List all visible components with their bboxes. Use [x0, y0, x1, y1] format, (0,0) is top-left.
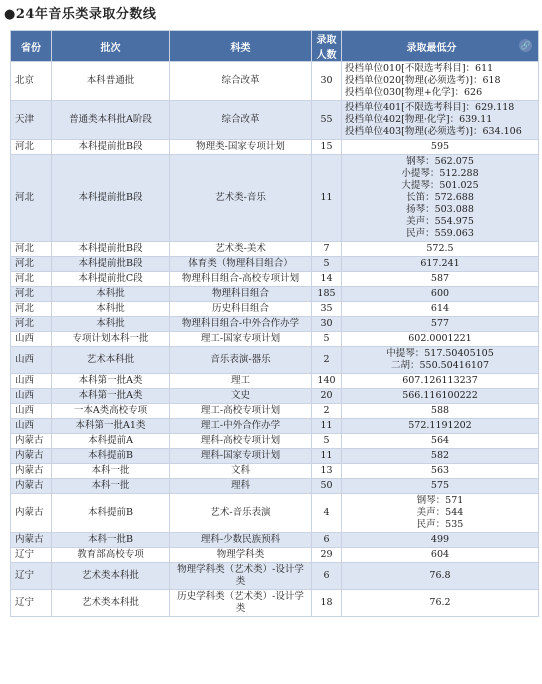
score-cell	[342, 449, 539, 464]
score-cell	[342, 140, 539, 155]
count-cell: 7	[312, 242, 342, 257]
province-cell: 辽宁	[11, 590, 52, 617]
score-cell	[342, 155, 539, 242]
batch-cell: 本科提前批C段	[52, 272, 170, 287]
province-cell: 天津	[11, 101, 52, 140]
table-row	[11, 374, 539, 389]
batch-cell: 本科提前批B段	[52, 242, 170, 257]
score-cell	[342, 272, 539, 287]
score-cell	[342, 563, 539, 590]
score-line: 钢琴：571	[416, 495, 464, 506]
score-line: 美声：554.975	[406, 216, 474, 227]
subject-cell: 物理学科类	[170, 548, 312, 563]
subject-cell: 文史	[170, 389, 312, 404]
table-body	[11, 62, 539, 617]
score-line: 566.116100222	[402, 390, 478, 401]
score-cell	[342, 287, 539, 302]
subject-cell: 物理科目组合	[170, 287, 312, 302]
score-cell	[342, 494, 539, 533]
province-cell: 内蒙古	[11, 479, 52, 494]
score-line: 575	[430, 480, 450, 491]
batch-cell: 本科提前B	[52, 449, 170, 464]
score-line: 投档单位401[不限选考科目]：629.118	[345, 102, 515, 113]
province-cell: 内蒙古	[11, 449, 52, 464]
score-line: 小提琴：512.288	[401, 168, 479, 179]
score-line: 614	[430, 303, 450, 314]
header-score-label: 录取最低分	[406, 42, 457, 54]
batch-cell: 本科提前批B段	[52, 140, 170, 155]
subject-cell: 音乐表演-器乐	[170, 347, 312, 374]
batch-cell: 艺术类本科批	[52, 590, 170, 617]
header-score	[342, 31, 539, 62]
province-cell: 北京	[11, 62, 52, 101]
table-row	[11, 590, 539, 617]
batch-cell: 本科提前A	[52, 434, 170, 449]
table-row	[11, 272, 539, 287]
score-line: 美声：544	[416, 507, 464, 518]
score-line: 563	[430, 465, 450, 476]
score-line: 564	[430, 435, 450, 446]
subject-cell: 艺术-音乐表演	[170, 494, 312, 533]
score-cell	[342, 479, 539, 494]
table-row	[11, 548, 539, 563]
province-cell: 辽宁	[11, 548, 52, 563]
table-row	[11, 101, 539, 140]
count-cell: 4	[312, 494, 342, 533]
province-cell: 河北	[11, 257, 52, 272]
score-line: 投档单位030[物理+化学]：626	[345, 87, 483, 98]
subject-cell: 理科	[170, 479, 312, 494]
subject-cell: 理科-国家专项计划	[170, 449, 312, 464]
score-cell	[342, 317, 539, 332]
batch-cell: 一本A类高校专项	[52, 404, 170, 419]
subject-cell: 理科-少数民族预科	[170, 533, 312, 548]
province-cell: 山西	[11, 389, 52, 404]
table-row	[11, 464, 539, 479]
count-cell: 18	[312, 590, 342, 617]
table-row	[11, 389, 539, 404]
subject-cell: 综合改革	[170, 62, 312, 101]
table-row	[11, 347, 539, 374]
score-cell	[342, 533, 539, 548]
batch-cell: 本科第一批A类	[52, 389, 170, 404]
subject-cell: 历史科目组合	[170, 302, 312, 317]
score-line: 572.1191202	[408, 420, 472, 431]
score-cell	[342, 257, 539, 272]
province-cell: 山西	[11, 404, 52, 419]
batch-cell: 本科批	[52, 317, 170, 332]
score-cell	[342, 590, 539, 617]
header-count: 录取人数	[312, 31, 342, 62]
table-row	[11, 533, 539, 548]
subject-cell: 理工	[170, 374, 312, 389]
count-cell: 11	[312, 155, 342, 242]
subject-cell: 艺术类-美术	[170, 242, 312, 257]
score-cell	[342, 332, 539, 347]
subject-cell: 综合改革	[170, 101, 312, 140]
province-cell: 山西	[11, 347, 52, 374]
score-line: 民声：535	[416, 519, 464, 530]
subject-cell: 文科	[170, 464, 312, 479]
batch-cell: 本科批	[52, 287, 170, 302]
batch-cell: 本科第一批A类	[52, 374, 170, 389]
score-cell	[342, 434, 539, 449]
province-cell: 内蒙古	[11, 533, 52, 548]
count-cell: 5	[312, 257, 342, 272]
score-line: 民声：559.063	[406, 228, 474, 239]
count-cell: 185	[312, 287, 342, 302]
score-line: 二胡：550.50416107	[390, 360, 489, 371]
table-row	[11, 287, 539, 302]
province-cell: 河北	[11, 140, 52, 155]
score-line: 投档单位020[物理(必须选考)]：618	[345, 75, 501, 86]
score-line: 588	[430, 405, 450, 416]
table-row	[11, 302, 539, 317]
score-cell	[342, 419, 539, 434]
score-line: 扬琴：503.088	[406, 204, 474, 215]
subject-cell: 物理科目组合-中外合作办学	[170, 317, 312, 332]
score-line: 钢琴：562.075	[406, 156, 474, 167]
count-cell: 55	[312, 101, 342, 140]
subject-cell: 理工-高校专项计划	[170, 404, 312, 419]
count-cell: 30	[312, 62, 342, 101]
score-line: 577	[430, 318, 450, 329]
count-cell: 29	[312, 548, 342, 563]
score-line: 76.8	[429, 570, 451, 581]
table-header-row	[11, 31, 539, 62]
province-cell: 内蒙古	[11, 464, 52, 479]
subject-cell: 艺术类-音乐	[170, 155, 312, 242]
subject-cell: 体育类（物理科目组合）	[170, 257, 312, 272]
score-line: 499	[430, 534, 450, 545]
count-cell: 5	[312, 332, 342, 347]
count-cell: 140	[312, 374, 342, 389]
score-cell	[342, 302, 539, 317]
batch-cell: 本科第一批A1类	[52, 419, 170, 434]
score-cell	[342, 101, 539, 140]
score-line: 中提琴：517.50405105	[386, 348, 494, 359]
score-line: 大提琴：501.025	[401, 180, 479, 191]
province-cell: 内蒙古	[11, 434, 52, 449]
score-line: 投档单位402[物理·化学]：639.11	[345, 114, 493, 125]
count-cell: 6	[312, 563, 342, 590]
count-cell: 11	[312, 419, 342, 434]
table-row	[11, 404, 539, 419]
score-line: 607.126113237	[402, 375, 478, 386]
score-line: 595	[430, 141, 450, 152]
subject-cell: 物理类-国家专项计划	[170, 140, 312, 155]
table-row	[11, 449, 539, 464]
count-cell: 13	[312, 464, 342, 479]
subject-cell: 物理学科类（艺术类）-设计学类	[170, 563, 312, 590]
header-subject: 科类	[170, 31, 312, 62]
province-cell: 辽宁	[11, 563, 52, 590]
table-row	[11, 563, 539, 590]
score-cell	[342, 404, 539, 419]
count-cell: 11	[312, 449, 342, 464]
admission-score-table	[10, 30, 539, 617]
link-icon[interactable]: 🔗	[520, 39, 531, 50]
province-cell: 河北	[11, 287, 52, 302]
score-line: 600	[430, 288, 450, 299]
table-row	[11, 62, 539, 101]
score-line: 长笛：572.688	[406, 192, 474, 203]
score-cell	[342, 464, 539, 479]
table-row	[11, 479, 539, 494]
batch-cell: 本科普通批	[52, 62, 170, 101]
count-cell: 2	[312, 404, 342, 419]
score-cell	[342, 548, 539, 563]
province-cell: 河北	[11, 155, 52, 242]
count-cell: 50	[312, 479, 342, 494]
table-row	[11, 494, 539, 533]
batch-cell: 本科提前B	[52, 494, 170, 533]
count-cell: 35	[312, 302, 342, 317]
province-cell: 山西	[11, 332, 52, 347]
score-line: 587	[430, 273, 450, 284]
score-cell	[342, 62, 539, 101]
table-row	[11, 434, 539, 449]
count-cell: 30	[312, 317, 342, 332]
table-row	[11, 242, 539, 257]
table-row	[11, 332, 539, 347]
province-cell: 内蒙古	[11, 494, 52, 533]
score-line: 572.5	[426, 243, 454, 254]
score-cell	[342, 242, 539, 257]
subject-cell: 理科-高校专项计划	[170, 434, 312, 449]
province-cell: 山西	[11, 374, 52, 389]
province-cell: 河北	[11, 242, 52, 257]
header-province: 省份	[11, 31, 52, 62]
count-cell: 5	[312, 434, 342, 449]
score-line: 582	[430, 450, 450, 461]
batch-cell: 本科批	[52, 302, 170, 317]
page-title: ●24年音乐类录取分数线	[4, 7, 157, 22]
score-cell	[342, 347, 539, 374]
batch-cell: 本科一批	[52, 479, 170, 494]
subject-cell: 理工-中外合作办学	[170, 419, 312, 434]
count-cell: 14	[312, 272, 342, 287]
score-line: 投档单位403[物理(必须选考)]：634.106	[345, 126, 522, 137]
score-line: 617.241	[420, 258, 460, 269]
table-row	[11, 419, 539, 434]
table-row	[11, 140, 539, 155]
batch-cell: 教育部高校专项	[52, 548, 170, 563]
table-row	[11, 317, 539, 332]
batch-cell: 本科提前批B段	[52, 257, 170, 272]
subject-cell: 理工-国家专项计划	[170, 332, 312, 347]
score-line: 投档单位010[不限选考科目]：611	[345, 63, 494, 74]
batch-cell: 艺术本科批	[52, 347, 170, 374]
batch-cell: 本科一批B	[52, 533, 170, 548]
province-cell: 河北	[11, 317, 52, 332]
batch-cell: 本科提前批B段	[52, 155, 170, 242]
batch-cell: 本科一批	[52, 464, 170, 479]
province-cell: 山西	[11, 419, 52, 434]
subject-cell: 历史学科类（艺术类）-设计学类	[170, 590, 312, 617]
score-cell	[342, 374, 539, 389]
score-line: 604	[430, 549, 450, 560]
score-line: 602.0001221	[408, 333, 472, 344]
header-batch: 批次	[52, 31, 170, 62]
count-cell: 2	[312, 347, 342, 374]
batch-cell: 普通类本科批A阶段	[52, 101, 170, 140]
subject-cell: 物理科目组合-高校专项计划	[170, 272, 312, 287]
table-row	[11, 155, 539, 242]
count-cell: 15	[312, 140, 342, 155]
province-cell: 河北	[11, 272, 52, 287]
batch-cell: 艺术类本科批	[52, 563, 170, 590]
count-cell: 6	[312, 533, 342, 548]
count-cell: 20	[312, 389, 342, 404]
batch-cell: 专项计划本科一批	[52, 332, 170, 347]
score-cell	[342, 389, 539, 404]
table-row	[11, 257, 539, 272]
province-cell: 河北	[11, 302, 52, 317]
score-line: 76.2	[429, 597, 451, 608]
